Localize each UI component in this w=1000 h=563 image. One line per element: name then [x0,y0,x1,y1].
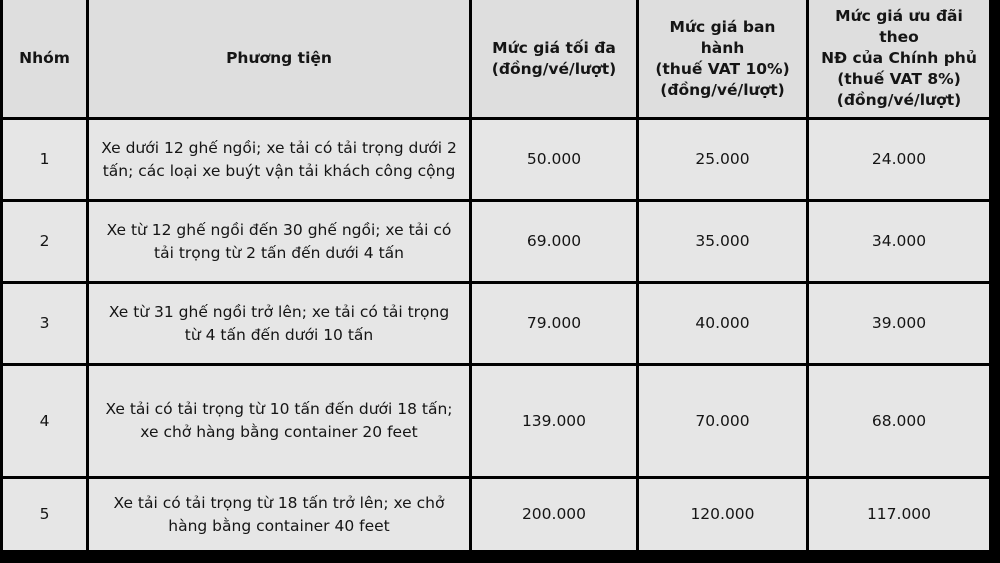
header-preferential-price [809,0,989,117]
row-2-vehicle [89,202,469,281]
row-1-issued-price [639,120,806,199]
row-5-group [3,479,86,550]
table-cell: 34.000 [871,232,927,250]
table-cell: 25.000 [695,150,750,168]
table-cell: Xe từ 31 ghế ngồi trở lên; xe tải có tải trọng từ 4 tấn đến dưới 10 tấn [108,302,450,344]
table-cell: 4 [39,411,50,430]
table-cell: 79.000 [526,314,582,332]
header-max-price [472,0,636,117]
row-5-max-price [472,479,636,550]
table-cell: 3 [39,314,50,332]
row-3-group [3,284,86,363]
row-3-issued-price [639,284,806,363]
row-3-vehicle [89,284,469,363]
table-cell: 5 [39,505,50,523]
header-max-price-label: Mức giá tối đa (đồng/vé/lượt) [491,38,617,78]
row-1-group [3,120,86,199]
row-4-vehicle [89,366,469,476]
table-cell: 139.000 [521,411,587,430]
row-2-preferential-price [809,202,989,281]
table-cell: 69.000 [526,232,582,250]
table-cell: 68.000 [871,411,927,430]
row-2-issued-price [639,202,806,281]
table-cell: 50.000 [526,150,582,168]
header-group [3,0,86,117]
table-cell: 120.000 [690,505,755,523]
row-4-max-price [472,366,636,476]
row-5-issued-price [639,479,806,550]
row-2-group [3,202,86,281]
table-cell: Xe tải có tải trọng từ 10 tấn đến dưới 18 tấn; xe chở hàng bằng container 20 feet [105,400,453,441]
table-cell: 200.000 [521,505,587,523]
table-cell: 1 [39,150,50,168]
table-cell: 40.000 [695,314,750,332]
table-cell: 2 [39,232,50,250]
table-cell: 70.000 [695,411,750,430]
header-vehicle-label: Phương tiện [226,49,332,67]
table-cell: 117.000 [866,505,932,523]
table-cell: 35.000 [695,232,750,250]
row-1-preferential-price [809,120,989,199]
row-1-vehicle [89,120,469,199]
header-issued-price [639,0,806,117]
row-4-group [3,366,86,476]
header-group-label: Nhóm [19,49,70,67]
row-4-issued-price [639,366,806,476]
table-cell: 39.000 [871,314,927,332]
table-cell: Xe tải có tải trọng từ 18 tấn trở lên; xe chở hàng bằng container 40 feet [113,493,445,535]
row-1-max-price [472,120,636,199]
table-cell: Xe dưới 12 ghế ngồi; xe tải có tải trọng dưới 2 tấn; các loại xe buýt vận tải khách công cộng [101,138,457,180]
row-3-max-price [472,284,636,363]
header-vehicle [89,0,469,117]
header-preferential-price-label: Mức giá ưu đãi theo NĐ của Chính phủ (thuế VAT 8%) (đồng/vé/lượt) [821,7,977,109]
row-4-preferential-price [809,366,989,476]
row-3-preferential-price [809,284,989,363]
table-cell: Xe từ 12 ghế ngồi đến 30 ghế ngồi; xe tải có tải trọng từ 2 tấn đến dưới 4 tấn [106,220,452,262]
header-issued-price-label: Mức giá ban hành (thuế VAT 10%) (đồng/vé/lượt) [655,17,790,99]
table-cell: 24.000 [871,150,927,168]
row-5-vehicle [89,479,469,550]
row-5-preferential-price [809,479,989,550]
row-2-max-price [472,202,636,281]
